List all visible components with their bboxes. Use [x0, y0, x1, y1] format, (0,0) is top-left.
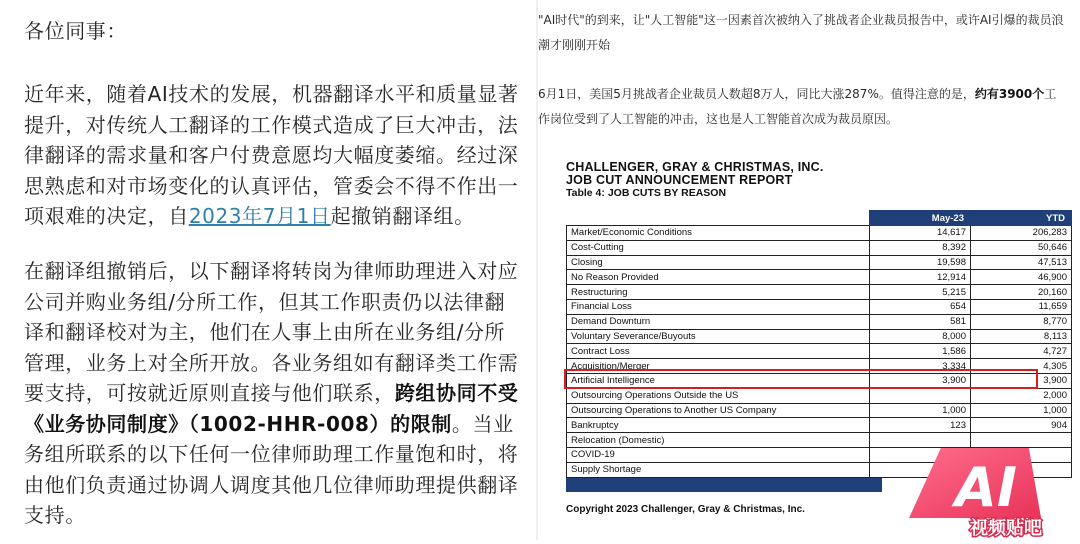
- memo-paragraph-2: [24, 256, 520, 531]
- reason-cell: No Reason Provided: [567, 270, 870, 285]
- table-row: [567, 418, 1072, 433]
- may-value-cell: 3,334: [870, 359, 971, 374]
- reason-cell: Voluntary Severance/Buyouts: [567, 329, 870, 344]
- may-value-cell: 654: [870, 299, 971, 314]
- ai-logo-icon: [904, 440, 1080, 540]
- may-value-cell: [870, 388, 971, 403]
- may-value-cell: 14,617: [870, 226, 971, 241]
- memo-para1-text: 近年来，随着AI技术的发展，机器翻译水平和质量显著提升，对传统人工翻译的工作模式造成了巨大冲击，法律翻译的需求量和客户付费意愿均大幅度萎缩。经过深思熟虑和对市场变化的认真评估，管委会不得不作出一项艰难的决定，自: [24, 82, 519, 228]
- ytd-value-cell: 4,727: [971, 344, 1072, 359]
- reason-cell: Relocation (Domestic): [567, 433, 870, 448]
- article-para2-text: 6月1日，美国5月挑战者企业裁员人数超8万人，同比大涨287%。值得注意的是，: [538, 87, 975, 101]
- effective-date-link[interactable]: 2023年7月1日: [188, 204, 331, 228]
- reason-cell: COVID-19: [567, 447, 870, 462]
- table-footer-bar: [566, 478, 882, 492]
- ytd-value-cell: 11,659: [971, 299, 1072, 314]
- ytd-value-cell: 1,000: [971, 403, 1072, 418]
- reason-cell: Outsourcing Operations Outside the US: [567, 388, 870, 403]
- ytd-value-cell: 47,513: [971, 255, 1072, 270]
- ytd-value-cell: 8,113: [971, 329, 1072, 344]
- ytd-value-cell: 206,283: [971, 226, 1072, 241]
- ytd-value-cell: 8,770: [971, 314, 1072, 329]
- reason-cell: Contract Loss: [567, 344, 870, 359]
- reason-cell: Bankruptcy: [567, 418, 870, 433]
- table-row: [567, 226, 1072, 241]
- may-value-cell: 1,000: [870, 403, 971, 418]
- article-para2-end: ，这也是人工智能首次成为裁员原因。: [694, 112, 899, 126]
- table-row: [567, 299, 1072, 314]
- memo-para2-bold: 跨组协同不受《业务协同制度》（1002-HHR-008）的限制: [24, 381, 519, 436]
- ytd-value-cell: 20,160: [971, 285, 1072, 300]
- memo-para1-end: 起撤销翻译组。: [330, 204, 475, 228]
- table-row: [567, 270, 1072, 285]
- table-row: [567, 285, 1072, 300]
- table-header-row: [567, 211, 1072, 226]
- reason-cell: Artificial Intelligence: [567, 373, 870, 388]
- may-value-cell: 12,914: [870, 270, 971, 285]
- col-header-may: May-23: [870, 211, 971, 226]
- may-value-cell: 3,900: [870, 373, 971, 388]
- report-copyright: Copyright 2023 Challenger, Gray & Christmas, Inc.: [566, 504, 805, 515]
- watermark-logo: [904, 440, 1080, 540]
- memo-para2-end: 。当业务组所联系的以下任何一位律师助理工作量饱和时，将由他们负责通过协调人调度其他几位律师助理提供翻译支持。: [24, 411, 519, 527]
- ytd-value-cell: 4,305: [971, 359, 1072, 374]
- memo-paragraph-1: [24, 79, 520, 232]
- reason-cell: Acquisition/Merger: [567, 359, 870, 374]
- may-value-cell: 1,586: [870, 344, 971, 359]
- table-row: [567, 240, 1072, 255]
- may-value-cell: 8,392: [870, 240, 971, 255]
- article-para2-bold: 约有3900个: [974, 87, 1045, 101]
- may-value-cell: 5,215: [870, 285, 971, 300]
- table-row: [567, 255, 1072, 270]
- reason-cell: Financial Loss: [567, 299, 870, 314]
- ytd-value-cell: 3,900: [971, 373, 1072, 388]
- report-table-title: Table 4: JOB CUTS BY REASON: [566, 187, 727, 199]
- job-cuts-table: [566, 210, 1072, 478]
- may-value-cell: 123: [870, 418, 971, 433]
- ytd-value-cell: 904: [971, 418, 1072, 433]
- reason-cell: Market/Economic Conditions: [567, 226, 870, 241]
- table-header-blank: [567, 211, 870, 226]
- table-row: [567, 314, 1072, 329]
- article-para2-mid: 工作岗位受到了人工智能的冲击: [538, 87, 1057, 126]
- report-company: CHALLENGER, GRAY & CHRISTMAS, INC.: [566, 160, 824, 174]
- may-value-cell: 19,598: [870, 255, 971, 270]
- memo-panel: [0, 0, 540, 540]
- article-paragraph-2: [538, 82, 1068, 132]
- may-value-cell: 581: [870, 314, 971, 329]
- ytd-value-cell: 2,000: [971, 388, 1072, 403]
- reason-cell: Closing: [567, 255, 870, 270]
- table-row: [567, 403, 1072, 418]
- ai-row-highlight: [564, 369, 1038, 389]
- reason-cell: Restructuring: [567, 285, 870, 300]
- ytd-value-cell: 46,900: [971, 270, 1072, 285]
- reason-cell: Outsourcing Operations to Another US Company: [567, 403, 870, 418]
- ytd-value-cell: 50,646: [971, 240, 1072, 255]
- reason-cell: Supply Shortage: [567, 462, 870, 477]
- logo-text: AI: [955, 456, 1017, 519]
- report-title: JOB CUT ANNOUNCEMENT REPORT: [566, 173, 793, 187]
- reason-cell: Demand Downturn: [567, 314, 870, 329]
- reason-cell: Cost-Cutting: [567, 240, 870, 255]
- table-row: [567, 344, 1072, 359]
- memo-para2-text: 在翻译组撤销后，以下翻译将转岗为律师助理进入对应公司并购业务组/分所工作，但其工作职责仍以法律翻译和翻译校对为主，他们在人事上由所在业务组/分所管理，业务上对全所开放。各业务组如有翻译类工作需要支持，可按就近原则直接与他们联系，: [24, 259, 519, 405]
- col-header-ytd: YTD: [971, 211, 1072, 226]
- may-value-cell: 8,000: [870, 329, 971, 344]
- table-row: [567, 329, 1072, 344]
- table-row: [567, 388, 1072, 403]
- logo-caption: 视频贴吧: [970, 518, 1042, 539]
- memo-greeting: 各位同事：: [24, 19, 127, 43]
- article-paragraph-1: "AI时代"的到来，让"人工智能"这一因素首次被纳入了挑战者企业裁员报告中，或许AI引爆的裁员浪潮才刚刚开始: [538, 13, 1064, 52]
